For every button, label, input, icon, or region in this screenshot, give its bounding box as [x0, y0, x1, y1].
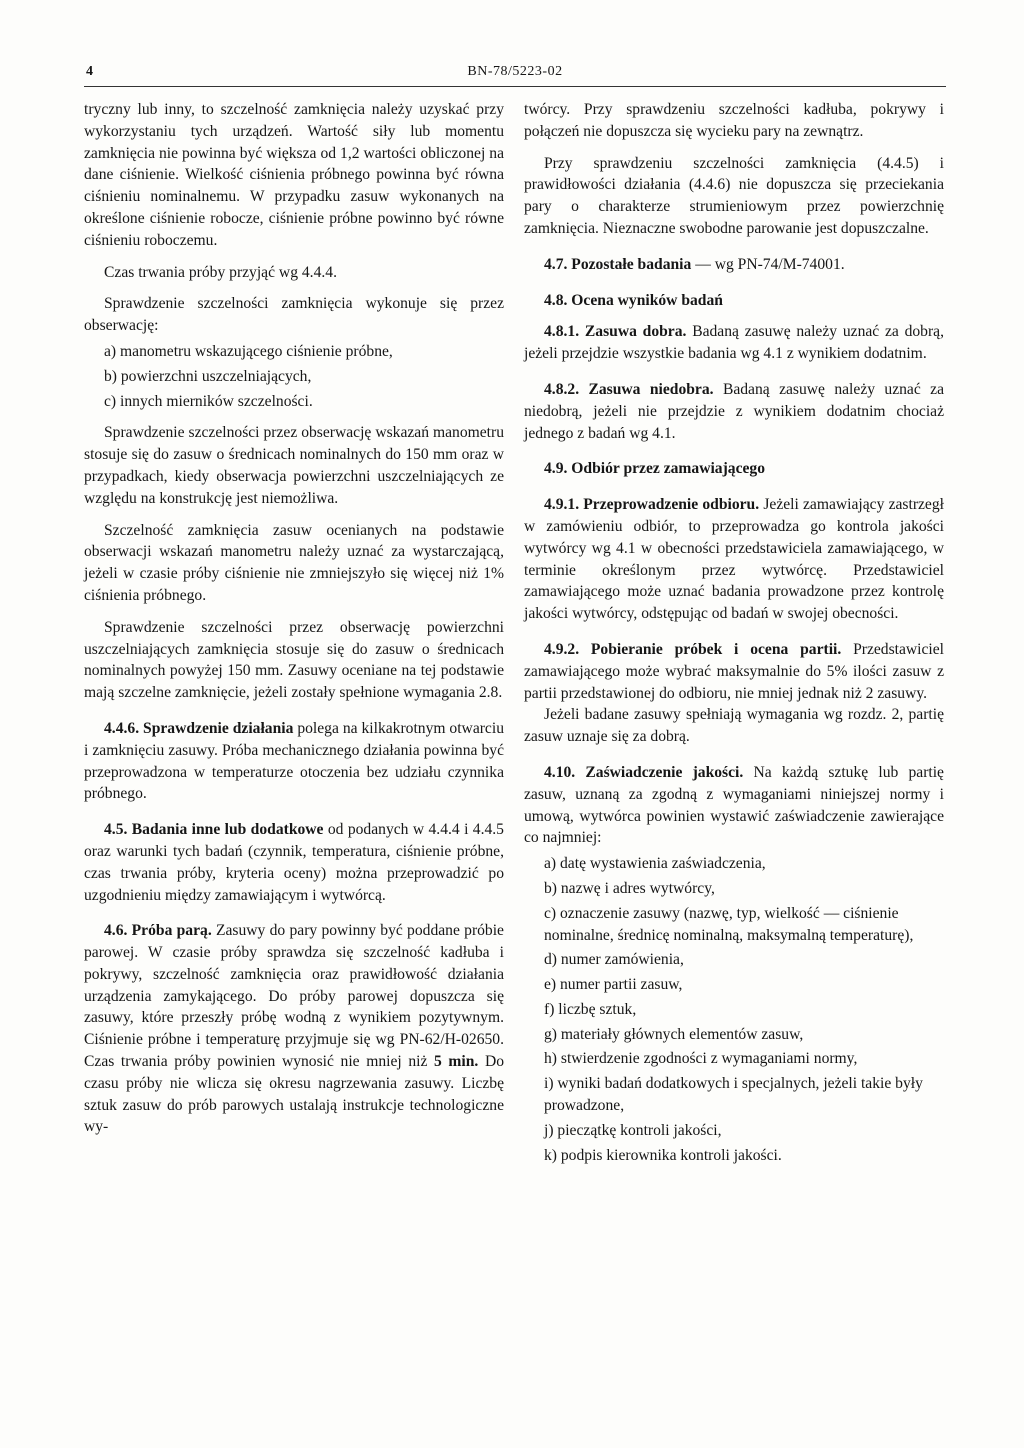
- paragraph: twórcy. Przy sprawdzeniu szczelności kadłuba, pokrywy i połączeń nie dopuszcza się wycieku pary na zewnątrz.: [524, 101, 944, 140]
- paragraph: Sprawdzenie szczelności przez obserwację wskazań manometru stosuje się do zasuw o średnicach nominalnych do 150 mm oraz w przypadkach, kiedy obserwacja powierzchni uszczelniających ze względu na konstrukcję jest niemożliwa.: [84, 424, 504, 507]
- paragraph: Czas trwania próby przyjąć wg 4.4.4.: [104, 263, 337, 281]
- section-number: 4.9.: [544, 460, 568, 478]
- section-number: 4.7.: [544, 255, 568, 273]
- list-item: b) nazwę i adres wytwórcy,: [544, 879, 715, 897]
- paragraph: Przy sprawdzeniu szczelności zamknięcia (4.4.5) i prawidłowości działania (4.4.6) nie dopuszcza się przeciekania pary o charakterze strumieniowym przez powierzchnię zamknięcia. Nieznaczne swobodne parowanie jest dopuszczalne.: [524, 154, 944, 237]
- page-number: 4: [86, 64, 93, 79]
- section-text: Jeżeli zamawiający zastrzegł w zamówieniu odbiór, to przeprowadza go kontrola jakości wytwórcy wg 4.1 w obecności przedstawiciela zamawiającego, w terminie określonym przez wytwórcę. Przedstawiciel zamawiającego może uznać badania prowadzone przez kontrolę jakości wytwórcy, odstępując od badań w swojej obecności.: [524, 496, 944, 623]
- section-text: Przedstawiciel zamawiającego może wybrać maksymalnie do 5% ilości zasuw z partii przedstawionej do odbioru, nie mniej jednak niż 2 zasuwy.: [524, 640, 945, 702]
- section-text: Zasuwy do pary powinny być poddane próbie parowej. W czasie próby sprawdza się szczelność kadłuba i pokrywy, szczelność zamknięcia oraz prawidłowość działania urządzenia zamykającego. Do próby parowej dopuszcza się zasuwy, które przeszły próbę wodną z wynikiem pozytywnym. Ciśnienie próbne i temperaturę przyjmuje się wg PN-62/H-02650. Czas trwania próby powinien wynosić nie mniej niż: [84, 922, 504, 1071]
- section-number: 4.4.6.: [104, 719, 140, 737]
- section-number: 4.10.: [544, 763, 576, 781]
- section-number: 4.9.2.: [544, 640, 580, 658]
- section-title: Badania inne lub dodatkowe: [131, 821, 324, 839]
- paragraph: Sprawdzenie szczelności przez obserwację powierzchni uszczelniających zamknięcia stosuje się do zasuw o średnicach nominalnych powyżej 150 mm. Zasuwy oceniane na tej podstawie mają szczelne zamknięcie, jeżeli zostały spełnione wymagania 2.8.: [84, 618, 504, 702]
- document-code: BN-78/5223-02: [467, 64, 563, 79]
- section-4-5: [84, 819, 504, 906]
- section-number: 4.6.: [104, 922, 128, 940]
- section-number: 4.8.2.: [544, 380, 580, 398]
- section-4-8-1: [524, 321, 944, 365]
- page-header: [84, 62, 946, 87]
- list-item: g) materiały głównych elementów zasuw,: [544, 1025, 804, 1043]
- list-item: e) numer partii zasuw,: [544, 976, 683, 994]
- list-item: k) podpis kierownika kontroli jakości.: [544, 1146, 782, 1164]
- section-text: polega na kilkakrotnym otwarciu i zamknięciu zasuwy. Próba mechanicznego działania powinna być przeprowadzona w temperaturze otoczenia bez udziału czynnika próbnego.: [84, 719, 504, 803]
- section-4-8: [524, 290, 944, 312]
- section-text: — wg PN-74/M-74001.: [695, 255, 845, 273]
- section-number: 4.9.1.: [544, 496, 580, 514]
- section-4-8-2: [524, 379, 944, 444]
- section-title: Sprawdzenie działania: [143, 719, 294, 737]
- paragraph: Jeżeli badane zasuwy spełniają wymagania wg rozdz. 2, partię zasuw uznaje się za dobrą.: [524, 706, 944, 746]
- section-title: Próba parą.: [131, 922, 212, 940]
- section-title: Zasuwa dobra.: [584, 323, 687, 341]
- list-item: b) powierzchni uszczelniających,: [104, 367, 312, 385]
- list-item: d) numer zamówienia,: [544, 951, 684, 969]
- section-title: Odbiór przez zamawiającego: [571, 460, 766, 478]
- right-column: [524, 99, 944, 1166]
- section-4-6: [84, 920, 504, 1138]
- section-number: 4.5.: [104, 821, 128, 839]
- section-text: Na każdą sztukę lub partię zasuw, uznaną za zgodną z wymaganiami niniejszej normy i umową, wytwórca powinien wystawić zaświadczenie zawierające co najmniej:: [524, 763, 944, 847]
- left-column: [84, 99, 504, 1138]
- section-number: 4.8.1.: [544, 323, 580, 341]
- section-4-9-1: [524, 494, 944, 625]
- section-4-9: [524, 458, 944, 480]
- list-item: c) oznaczenie zasuwy (nazwę, typ, wielkość — ciśnienie nominalne, średnicę nominalną, maksymalną temperaturę),: [544, 904, 914, 944]
- section-title: Zasuwa niedobra.: [588, 380, 714, 398]
- section-4-10: [524, 762, 944, 849]
- list-item: a) datę wystawienia zaświadczenia,: [544, 855, 766, 873]
- list-item: f) liczbę sztuk,: [544, 1000, 637, 1018]
- section-title: Pobieranie próbek i ocena partii.: [590, 640, 842, 658]
- bold-duration: 5 min.: [434, 1053, 479, 1071]
- section-text: Do czasu próby nie wlicza się okresu nagrzewania zasuwy. Liczbę sztuk zasuw do prób parowych ustalają instrukcje technologiczne wy-: [84, 1053, 504, 1136]
- section-title: Przeprowadzenie odbioru.: [583, 496, 760, 514]
- list-item: i) wyniki badań dodatkowych i specjalnych, jeżeli takie były prowadzone,: [544, 1075, 923, 1115]
- section-number: 4.8.: [544, 291, 568, 309]
- paragraph: tryczny lub inny, to szczelność zamknięcia należy uzyskać przy wykorzystaniu tych urządzeń. Wartość siły lub momentu zamknięcia nie powinna być większa od 1,2 wartości obliczonej na dane ciśnienie. Wielkość ciśnienia próbnego powinna być równa ciśnieniu nominalnemu. W przypadku zasuw wykonanych na określone ciśnienie robocze, ciśnienie próbne powinno być równe ciśnieniu roboczemu.: [84, 101, 504, 249]
- section-text: od podanych w 4.4.4 i 4.4.5 oraz warunki tych badań (czynnik, temperatura, ciśnienie próbne, czas trwania próby, kryteria oceny) można przeprowadzić po uzgodnieniu między zamawiającym i wytwórcą.: [84, 821, 504, 904]
- section-text: Badaną zasuwę należy uznać za dobrą, jeżeli przejdzie wszystkie badania wg 4.1 z wynikiem dodatnim.: [524, 323, 944, 363]
- list-item: a) manometru wskazującego ciśnienie próbne,: [104, 342, 393, 360]
- section-4-4-6: [84, 718, 504, 805]
- section-text: Badaną zasuwę należy uznać za niedobrą, jeżeli nie przejdzie z wynikiem dodatnim chociaż jednego z badań wg 4.1.: [524, 380, 944, 442]
- paragraph: Sprawdzenie szczelności zamknięcia wykonuje się przez obserwację:: [84, 295, 504, 335]
- list-item: j) pieczątkę kontroli jakości,: [544, 1121, 722, 1139]
- paragraph: Szczelność zamknięcia zasuw ocenianych na podstawie obserwacji wskazań manometru należy uznać za wystarczającą, jeżeli w czasie próby ciśnienie nie zmniejszyło się więcej niż 1% ciśnienia próbnego.: [84, 521, 504, 604]
- list-item: c) innych mierników szczelności.: [104, 392, 313, 410]
- section-title: Ocena wyników badań: [571, 291, 723, 309]
- section-title: Pozostałe badania: [571, 255, 692, 273]
- section-4-9-2: [524, 639, 944, 704]
- list-item: h) stwierdzenie zgodności z wymaganiami normy,: [544, 1050, 858, 1068]
- section-title: Zaświadczenie jakości.: [585, 763, 744, 781]
- section-4-7: [524, 254, 944, 276]
